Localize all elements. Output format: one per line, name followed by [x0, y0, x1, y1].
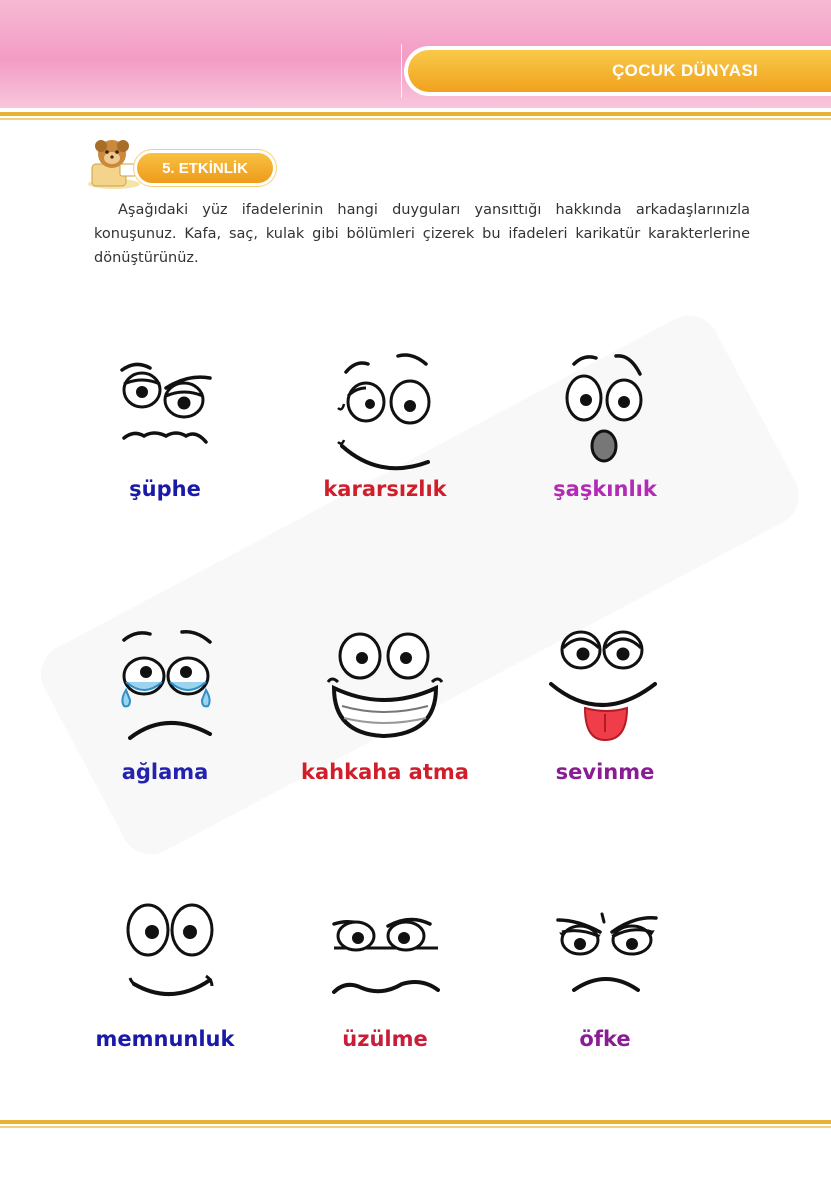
face-crying	[112, 622, 222, 742]
face-indecision	[330, 350, 440, 475]
header-divider	[401, 44, 402, 98]
face-label-laughing: kahkaha atma	[301, 760, 469, 784]
header-rule-thin	[0, 118, 831, 120]
instruction-text: Aşağıdaki yüz ifadelerinin hangi duyguları yansıttığı hakkında arkadaşlarınızla konuşunuz. Kafa, saç, kulak gibi bölümleri çizerek bu ifadeleri karikatür karakterlerine dönüştürünüz.	[94, 202, 750, 266]
face-label-suspicion: şüphe	[129, 477, 201, 501]
page-title: ÇOCUK DÜNYASI	[612, 61, 758, 80]
header-rule	[0, 112, 831, 116]
face-label-sadness: üzülme	[342, 1027, 428, 1051]
activity-badge	[134, 150, 276, 186]
face-label-contentment: memnunluk	[95, 1027, 235, 1051]
face-label-joy: sevinme	[555, 760, 655, 784]
activity-title: 5. ETKİNLİK	[162, 159, 248, 177]
face-laughing	[320, 626, 450, 744]
face-contentment	[120, 896, 220, 1000]
title-banner	[404, 46, 831, 96]
footer-rule-thin	[0, 1126, 831, 1128]
face-label-anger: öfke	[579, 1027, 631, 1051]
title-banner-fill	[408, 50, 831, 92]
footer-rule	[0, 1120, 831, 1124]
face-surprise	[560, 350, 650, 470]
face-label-surprise: şaşkınlık	[553, 477, 657, 501]
face-joy	[545, 622, 660, 747]
face-suspicion	[110, 358, 220, 458]
face-label-crying: ağlama	[121, 760, 209, 784]
face-sadness	[326, 908, 446, 1000]
face-anger	[552, 906, 662, 1000]
face-label-indecision: kararsızlık	[323, 477, 447, 501]
activity-badge-fill	[137, 153, 273, 183]
